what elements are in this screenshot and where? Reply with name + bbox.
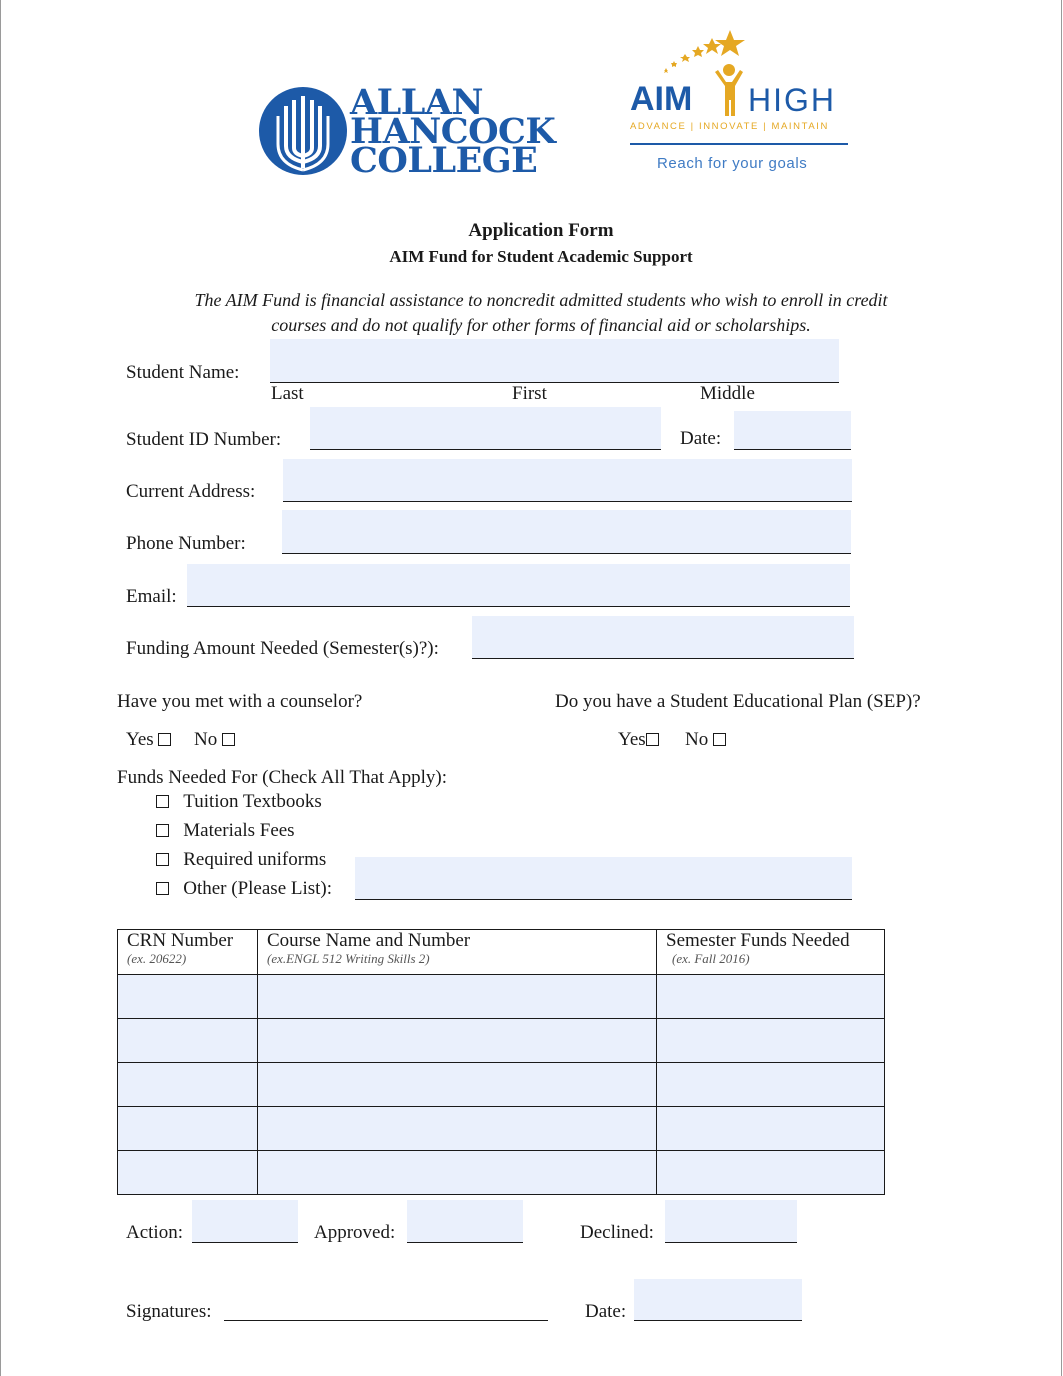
- funding-field[interactable]: [472, 616, 854, 659]
- column-example: (ex. Fall 2016): [672, 951, 750, 966]
- fund-label-materials: Materials Fees: [183, 820, 295, 841]
- counselor-yes-option[interactable]: [126, 729, 171, 751]
- sep-question: Do you have a Student Educational Plan (SEP)?: [555, 691, 921, 712]
- fund-label-uniforms: Required uniforms: [183, 849, 327, 870]
- name-last-label: Last: [271, 383, 304, 404]
- declined-field[interactable]: [665, 1200, 797, 1243]
- column-header-semester: [657, 930, 885, 975]
- counselor-question: Have you met with a counselor?: [117, 691, 363, 712]
- college-logo: [258, 86, 348, 176]
- fund-option-other[interactable]: [156, 878, 332, 900]
- college-seal-icon: [258, 86, 348, 176]
- fund-option-tuition[interactable]: [156, 791, 322, 813]
- column-header-crn: [118, 930, 258, 975]
- approved-field[interactable]: [407, 1200, 523, 1243]
- student-name-label: Student Name:: [126, 362, 240, 383]
- high-text: HIGH: [748, 82, 836, 118]
- fund-checkbox-uniforms[interactable]: [156, 853, 169, 866]
- date-field[interactable]: [734, 411, 851, 450]
- page-border: [1061, 0, 1062, 1376]
- course-cell[interactable]: [258, 1151, 657, 1195]
- semester-cell[interactable]: [657, 1019, 885, 1063]
- student-id-field[interactable]: [310, 407, 661, 450]
- aim-tagline: ADVANCE | INNOVATE | MAINTAIN: [630, 121, 829, 132]
- semester-cell[interactable]: [657, 1063, 885, 1107]
- column-header-course: [258, 930, 657, 975]
- fund-option-uniforms[interactable]: [156, 849, 326, 871]
- course-cell[interactable]: [258, 1107, 657, 1151]
- signature-date-label: Date:: [585, 1301, 627, 1322]
- action-label: Action:: [126, 1222, 183, 1243]
- email-field[interactable]: [187, 564, 850, 607]
- counselor-no-checkbox[interactable]: [222, 733, 235, 746]
- form-subtitle: AIM Fund for Student Academic Support: [389, 247, 693, 266]
- approved-label: Approved:: [314, 1222, 396, 1243]
- other-funds-field[interactable]: [355, 857, 852, 900]
- name-middle-label: Middle: [700, 383, 755, 404]
- action-field[interactable]: [192, 1200, 298, 1243]
- address-field[interactable]: [283, 459, 852, 502]
- sep-yes-option[interactable]: [618, 729, 659, 751]
- semester-cell[interactable]: [657, 1107, 885, 1151]
- email-label: Email:: [126, 586, 177, 607]
- sep-no-checkbox[interactable]: [713, 733, 726, 746]
- student-id-label: Student ID Number:: [126, 429, 282, 450]
- fund-option-materials[interactable]: [156, 820, 295, 842]
- phone-label: Phone Number:: [126, 533, 246, 554]
- date-label: Date:: [680, 428, 722, 449]
- person-reaching-icon: [712, 62, 746, 118]
- course-cell[interactable]: [258, 975, 657, 1019]
- counselor-no-option[interactable]: [194, 729, 235, 751]
- signature-date-field[interactable]: [634, 1279, 802, 1321]
- sep-yes-label: Yes: [618, 729, 646, 750]
- crn-cell[interactable]: [118, 1151, 258, 1195]
- sep-yes-checkbox[interactable]: [646, 733, 659, 746]
- semester-cell[interactable]: [657, 1151, 885, 1195]
- crn-cell[interactable]: [118, 1019, 258, 1063]
- fund-label-tuition: Tuition Textbooks: [183, 791, 322, 812]
- funds-heading: Funds Needed For (Check All That Apply):: [117, 767, 448, 788]
- column-example: (ex. 20622): [127, 951, 187, 966]
- aim-slogan: Reach for your goals: [657, 155, 808, 172]
- intro-line-2: courses and do not qualify for other forms of financial aid or scholarships.: [271, 315, 811, 335]
- table-row: [118, 1019, 885, 1063]
- column-example: (ex.ENGL 512 Writing Skills 2): [267, 951, 430, 966]
- counselor-no-label: No: [194, 729, 218, 750]
- column-title: CRN Number: [127, 930, 234, 951]
- address-label: Current Address:: [126, 481, 256, 502]
- course-cell[interactable]: [258, 1019, 657, 1063]
- student-name-field[interactable]: [270, 339, 839, 383]
- crn-cell[interactable]: [118, 1063, 258, 1107]
- crn-cell[interactable]: [118, 975, 258, 1019]
- course-cell[interactable]: [258, 1063, 657, 1107]
- aim-text: AIM: [630, 80, 693, 118]
- declined-label: Declined:: [580, 1222, 654, 1243]
- semester-cell[interactable]: [657, 975, 885, 1019]
- counselor-yes-checkbox[interactable]: [158, 733, 171, 746]
- college-name-line1: ALLAN: [350, 82, 484, 123]
- intro-line-1: The AIM Fund is financial assistance to noncredit admitted students who wish to enroll in credit: [194, 290, 888, 310]
- crn-cell[interactable]: [118, 1107, 258, 1151]
- logo-divider: [630, 143, 848, 145]
- college-name-line3: COLLEGE: [350, 140, 538, 181]
- name-first-label: First: [512, 383, 547, 404]
- fund-checkbox-other[interactable]: [156, 882, 169, 895]
- funding-label: Funding Amount Needed (Semester(s)?):: [126, 638, 439, 659]
- column-title: Course Name and Number: [267, 930, 471, 951]
- form-title: Application Form: [468, 220, 614, 241]
- fund-checkbox-materials[interactable]: [156, 824, 169, 837]
- table-row: [118, 1063, 885, 1107]
- signatures-label: Signatures:: [126, 1301, 212, 1322]
- page-border: [0, 0, 1, 1376]
- fund-checkbox-tuition[interactable]: [156, 795, 169, 808]
- table-row: [118, 975, 885, 1019]
- table-header-row: [118, 930, 885, 975]
- phone-field[interactable]: [282, 510, 851, 554]
- sep-no-option[interactable]: [685, 729, 726, 751]
- counselor-yes-label: Yes: [126, 729, 154, 750]
- table-row: [118, 1107, 885, 1151]
- course-table: [117, 929, 885, 1195]
- signature-line[interactable]: [224, 1319, 548, 1321]
- table-row: [118, 1151, 885, 1195]
- college-name-line2: HANCOCK: [350, 111, 556, 152]
- fund-label-other: Other (Please List):: [183, 878, 333, 899]
- column-title: Semester Funds Needed: [666, 930, 850, 951]
- sep-no-label: No: [685, 729, 709, 750]
